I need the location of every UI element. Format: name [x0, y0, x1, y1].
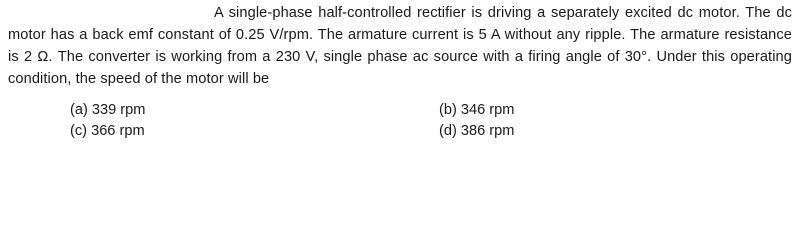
option-c: (c) 366 rpm	[70, 123, 145, 139]
answer-options	[70, 100, 770, 142]
option-b: (b) 346 rpm	[439, 102, 515, 118]
options-row-1	[70, 100, 770, 121]
question-text: A single-phase half-controlled rectifier is driving a separately excited dc motor. The dc motor has a back emf constant of 0.25 V/rpm. The armature current is 5 A without any ripple. The armature resistance is 2 Ω. The converter is working from a 230 V, single phase ac source with a firing angle of 30°. Under this operating condition, the speed of the motor will be	[8, 5, 792, 87]
option-a: (a) 339 rpm	[70, 102, 146, 118]
option-d: (d) 386 rpm	[439, 123, 515, 139]
options-row-2	[70, 121, 770, 142]
